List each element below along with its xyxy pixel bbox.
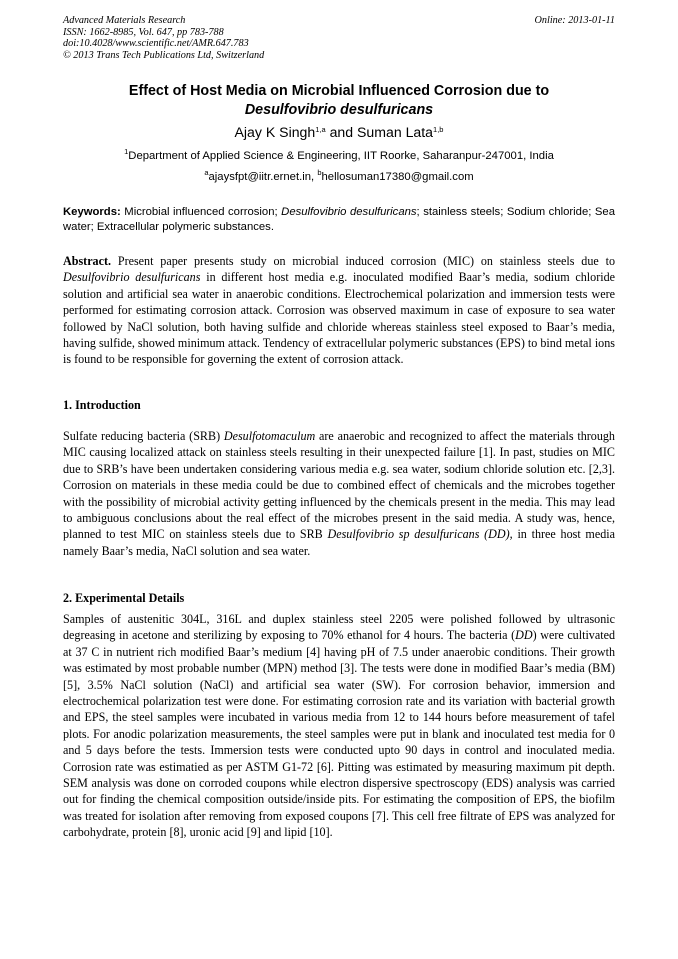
- keywords-text-1: Microbial influenced corrosion;: [120, 206, 282, 218]
- author-1-sup: 1,a: [315, 125, 326, 134]
- author-emails: [63, 170, 615, 184]
- affiliation: [63, 149, 615, 163]
- email-b[interactable]: hellosuman17380@gmail.com: [321, 171, 474, 183]
- online-date: Online: 2013-01-11: [534, 15, 615, 26]
- email-separator: ,: [311, 171, 318, 183]
- journal-name: Advanced Materials Research: [63, 15, 186, 26]
- abstract-text-1: Present paper presents study on microbial induced corrosion (MIC) on stainless steels due to: [111, 254, 615, 268]
- introduction-heading: 1. Introduction: [63, 398, 141, 412]
- keywords-paragraph: [63, 205, 615, 235]
- affiliation-sup: 1: [124, 147, 129, 156]
- keywords-label: Keywords:: [63, 206, 121, 218]
- copyright-line: © 2013 Trans Tech Publications Ltd, Switzerland: [63, 49, 265, 61]
- exp-text-italic: DD: [515, 628, 533, 643]
- keywords-text-2: ; stainless steels; Sodium chloride; Sea water; Extracellular polymeric substances.: [63, 206, 615, 233]
- email-a-sup: a: [204, 168, 209, 177]
- introduction-paragraph: [63, 428, 615, 559]
- exp-text-1: Samples of austenitic 304L, 316L and duplex stainless steel 2205 were polished followed by ultrasonic degreasing in acetone and sterilizing by exposing to 70% ethanol for 4 hours. The bacteria (: [63, 612, 615, 643]
- email-a[interactable]: ajaysfpt@iitr.ernet.in: [208, 171, 312, 183]
- author-2-sup: 1,b: [433, 125, 444, 134]
- author-2-name: Suman Lata: [357, 124, 434, 140]
- intro-text-italic-1: Desulfotomaculum: [223, 429, 316, 443]
- email-b-sup: b: [317, 168, 322, 177]
- exp-text-2: ) were cultivated at 37 C in nutrient rich modified Baar’s medium [4] having pH of 7.5 under anaerobic conditions. Their growth was estimated by most probable number (MPN) method [3]. The tests were done in modified Baar’s media (BM) [5], 3.5% NaCl solution (NaCl) and artificial sea water (SW). For corrosion behavior, immersion and electrochemical polarization test were done. For estimating corrosion rate and its variation with bacterial growth and EPS, the steel samples were incubated in various media from 12 to 144 hours before measurement of tafel plots. For anodic polarization measurements, the steel samples were put in blank and inoculated test media for 0 and 5 days before the tests. Immersion tests were conducted upto 90 days in control and inoculated media. Corrosion rate was estimatied as per ASTM G1-72 [6]. Pitting was estimated by measuring maximum pit depth. SEM analysis was done on corroded coupons while electron dispersive spectroscopy (EDS) analysis was carried out for finding the chemical composition outside/inside pits. For estimating the composition of EPS, the biofilm was treated for isolation after removing from exposed coupons [7]. This cell free filtrate of EPS was analyzed for carbohydrate, protein [8], uronic acid [9] and lipid [10].: [63, 628, 615, 840]
- doi-line: doi:10.4028/www.scientific.net/AMR.647.783: [63, 38, 249, 50]
- abstract-text-2: in different host media e.g. inoculated modified Baar’s media, sodium chloride solution and artificial sea water in anaerobic conditions. Electrochemical polarization and immersion tests were performed for estimating corrosion attack. Corrosion was observed maximum in case of exposure to sea water followed by NaCl solution, both having sulfide and chloride whereas stainless steel exposed to Baar’s media, having sulfide, showed minimum attack. Tendency of extracellular polymeric substances (EPS) to bind metal ions is found to be responsible for governing the extent of corrosion attack.: [63, 270, 616, 367]
- abstract-text-italic: Desulfovibrio desulfuricans: [63, 270, 201, 285]
- title-line-1: Effect of Host Media on Microbial Influenced Corrosion due to: [128, 83, 550, 99]
- abstract-paragraph: [63, 253, 615, 368]
- experimental-heading: 2. Experimental Details: [63, 591, 185, 605]
- intro-text-2: are anaerobic and recognized to affect the materials through MIC causing localized attack on stainless steels resulting in their unexpected failure [1]. In past, studies on MIC due to SRB’s have been undertaken considering various media e.g. sea water, sodium chloride solution etc. [2,3]. Corrosion on materials in these media could be due to combined effect of chemicals and the microbes together with the possibility of microbial activity getting influenced by the chemicals present in the media. This may lead to ambiguous conclusions about the real effect of the microbes present in the said media. A study was, hence, planned to test MIC on stainless steels due to SRB: [63, 429, 615, 542]
- author-1-name: Ajay K Singh: [234, 124, 316, 140]
- title-line-2: Desulfovibrio desulfuricans: [244, 101, 434, 118]
- intro-text-3: in three host media namely Baar’s media, NaCl solution and sea water.: [63, 527, 615, 558]
- author-list: [63, 124, 615, 141]
- intro-text-1: Sulfate reducing bacteria (SRB): [63, 429, 224, 443]
- abstract-label: Abstract.: [63, 254, 112, 268]
- affiliation-text: Department of Applied Science & Engineering, IIT Roorke, Saharanpur-247001, India: [128, 150, 554, 162]
- author-separator: and: [325, 124, 358, 140]
- experimental-paragraph: [63, 611, 615, 841]
- paper-title: [63, 82, 615, 119]
- issn-line: ISSN: 1662-8985, Vol. 647, pp 783-788: [63, 26, 224, 38]
- keywords-text-italic: Desulfovibrio desulfuricans: [281, 206, 417, 218]
- intro-text-italic-2: Desulfovibrio sp desulfuricans (DD),: [327, 527, 513, 542]
- journal-header: [63, 15, 615, 61]
